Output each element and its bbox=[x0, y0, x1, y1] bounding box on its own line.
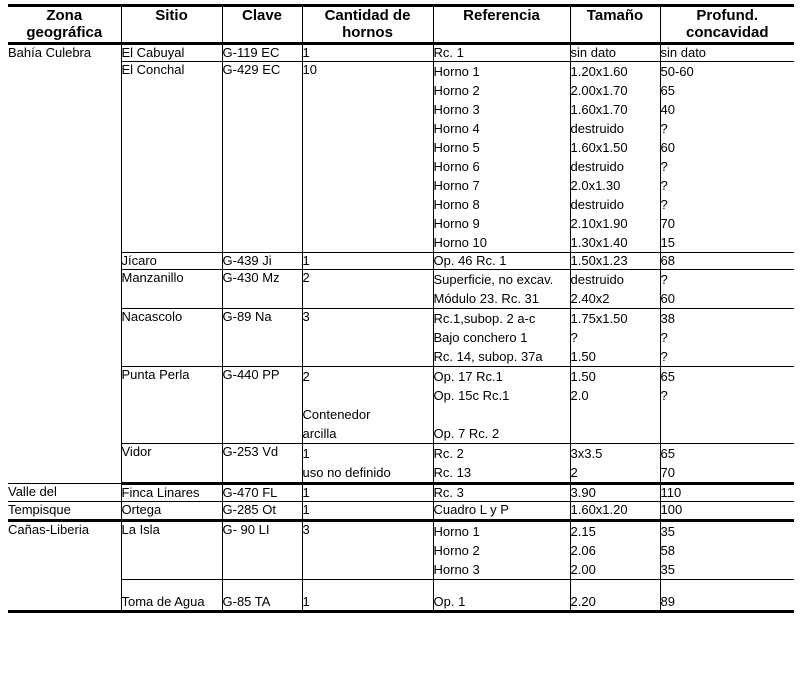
referencia-line: Horno 5 bbox=[433, 139, 480, 155]
tamano-line: 1.30x1.40 bbox=[570, 234, 628, 250]
profundidad-line: 58 bbox=[660, 542, 675, 558]
profundidad-line: ? bbox=[660, 330, 668, 345]
cell-cantidad: 3 bbox=[302, 520, 433, 579]
cell-referencia: Rc. 3 bbox=[433, 484, 570, 502]
table-row bbox=[8, 579, 794, 611]
profundidad-line: 65 bbox=[660, 446, 675, 461]
cell-referencia bbox=[433, 270, 570, 309]
table-row bbox=[8, 484, 794, 502]
referencia-line: Horno 7 bbox=[433, 177, 480, 193]
cell-tamano bbox=[570, 444, 660, 484]
cell-cantidad: 1 bbox=[302, 484, 433, 502]
profundidad-line: ? bbox=[660, 158, 668, 174]
tamano-line: 1.60x1.70 bbox=[570, 101, 628, 117]
cell-clave: G-119 EC bbox=[222, 43, 302, 61]
cell-referencia: Cuadro L y P bbox=[433, 502, 570, 520]
tamano-line: destruido bbox=[570, 158, 624, 174]
cell-clave: G-429 EC bbox=[222, 61, 302, 252]
cell-tamano bbox=[570, 270, 660, 309]
table-row bbox=[8, 309, 794, 367]
cell-referencia: Op. 1 bbox=[433, 579, 570, 611]
cell-referencia bbox=[433, 367, 570, 444]
profundidad-line: 40 bbox=[660, 101, 675, 117]
cell-sitio: Vidor bbox=[121, 444, 222, 484]
cell-referencia bbox=[433, 444, 570, 484]
profundidad-line: ? bbox=[660, 272, 668, 287]
cell-sitio: La Isla bbox=[121, 520, 222, 579]
cell-cantidad: 1 bbox=[302, 252, 433, 269]
referencia-line: Horno 4 bbox=[433, 120, 480, 136]
profundidad-line: ? bbox=[660, 388, 668, 403]
cell-clave: G-85 TA bbox=[222, 579, 302, 611]
tamano-line: 1.60x1.50 bbox=[570, 139, 628, 155]
table-row bbox=[8, 444, 794, 484]
tamano-line: 2.00 bbox=[570, 561, 596, 577]
profundidad-line: 70 bbox=[660, 465, 675, 480]
cell-cantidad: 1 bbox=[302, 43, 433, 61]
table-row bbox=[8, 43, 794, 61]
table-row bbox=[8, 367, 794, 444]
tamano-line: 2.10x1.90 bbox=[570, 215, 628, 231]
cell-profundidad: 89 bbox=[660, 593, 675, 609]
profundidad-line: 60 bbox=[660, 139, 675, 155]
profundidad-line: 65 bbox=[660, 82, 675, 98]
profundidad-line: 35 bbox=[660, 561, 675, 577]
cell-profundidad bbox=[660, 444, 794, 484]
referencia-line: Horno 6 bbox=[433, 158, 480, 174]
cell-profundidad bbox=[660, 309, 794, 367]
cell-tamano bbox=[570, 309, 660, 367]
zone-label-canas-liberia: Cañas-Liberia bbox=[8, 520, 121, 611]
cell-profundidad: 110 bbox=[660, 484, 794, 502]
cell-referencia: Rc. 1 bbox=[433, 43, 570, 61]
cell-sitio: El Conchal bbox=[121, 61, 222, 252]
tamano-line: 3x3.5 bbox=[570, 446, 603, 461]
referencia-line: Horno 8 bbox=[433, 196, 480, 212]
referencia-line: Rc.1,subop. 2 a-c bbox=[433, 311, 536, 326]
referencia-line: Op. 7 Rc. 2 bbox=[433, 426, 500, 441]
tamano-line: 1.50 bbox=[570, 369, 596, 384]
referencia-line: Horno 1 bbox=[433, 63, 480, 79]
referencia-line: Op. 17 Rc.1 bbox=[433, 369, 503, 384]
cell-clave: G-285 Ot bbox=[222, 502, 302, 520]
profundidad-line: 60 bbox=[660, 291, 675, 306]
header-tamano: Tamaño bbox=[570, 6, 660, 44]
cantidad-line: 2 bbox=[302, 369, 310, 384]
tamano-line: 2.06 bbox=[570, 542, 596, 558]
header-sitio: Sitio bbox=[121, 6, 222, 44]
cell-cantidad: 10 bbox=[302, 61, 433, 252]
cell-tamano: 1.60x1.20 bbox=[570, 502, 660, 520]
header-cantidad-de-hornos: Cantidad de hornos bbox=[302, 6, 433, 44]
cantidad-line: Contenedor bbox=[302, 407, 371, 422]
zone-label-valle-del-tempisque-line2: Tempisque bbox=[8, 502, 121, 520]
cell-cantidad: 3 bbox=[302, 309, 433, 367]
cell-referencia bbox=[433, 61, 570, 252]
cell-clave: G-253 Vd bbox=[222, 444, 302, 484]
cell-clave: G-89 Na bbox=[222, 309, 302, 367]
profundidad-line: 15 bbox=[660, 234, 675, 250]
profundidad-line: ? bbox=[660, 177, 668, 193]
cell-clave: G- 90 LI bbox=[222, 520, 302, 579]
cell-clave: G-440 PP bbox=[222, 367, 302, 444]
tamano-line: destruido bbox=[570, 272, 624, 287]
referencia-line: Rc. 14, subop. 37a bbox=[433, 349, 543, 364]
table-row bbox=[8, 252, 794, 269]
referencia-line: Bajo conchero 1 bbox=[433, 330, 528, 345]
cell-clave: G-470 FL bbox=[222, 484, 302, 502]
cell-referencia bbox=[433, 309, 570, 367]
referencia-line: Horno 9 bbox=[433, 215, 480, 231]
cell-sitio: Ortega bbox=[121, 502, 222, 520]
cell-tamano: sin dato bbox=[570, 43, 660, 61]
table-row bbox=[8, 270, 794, 309]
referencia-line: Horno 2 bbox=[433, 542, 480, 558]
tamano-line: 1.20x1.60 bbox=[570, 63, 628, 79]
cell-sitio: Nacascolo bbox=[121, 309, 222, 367]
zone-label-bahia-culebra: Bahía Culebra bbox=[8, 43, 121, 484]
profundidad-line: ? bbox=[660, 349, 668, 364]
cell-cantidad bbox=[302, 444, 433, 484]
table-row bbox=[8, 520, 794, 579]
cell-profundidad bbox=[660, 520, 794, 579]
cell-tamano bbox=[570, 520, 660, 579]
cell-profundidad bbox=[660, 367, 794, 444]
cantidad-line: arcilla bbox=[302, 426, 337, 441]
cell-profundidad bbox=[660, 61, 794, 252]
cell-tamano: 2.20 bbox=[570, 579, 660, 611]
cell-clave: G-430 Mz bbox=[222, 270, 302, 309]
cantidad-spacer bbox=[303, 386, 433, 405]
cell-sitio: Finca Linares bbox=[121, 484, 222, 502]
table-row bbox=[8, 502, 794, 520]
cell-profundidad: 100 bbox=[660, 502, 794, 520]
referencia-spacer bbox=[434, 405, 570, 424]
referencia-line: Rc. 13 bbox=[433, 465, 472, 480]
hornos-table bbox=[8, 4, 794, 613]
zone-label-valle-del-tempisque-line1: Valle del bbox=[8, 484, 121, 502]
cell-tamano bbox=[570, 61, 660, 252]
referencia-line: Superficie, no excav. bbox=[433, 272, 554, 287]
referencia-line: Rc. 2 bbox=[433, 446, 464, 461]
table-header-row bbox=[8, 6, 794, 44]
referencia-line: Op. 15c Rc.1 bbox=[433, 388, 510, 403]
cell-referencia bbox=[433, 520, 570, 579]
cell-cantidad: 2 bbox=[302, 270, 433, 309]
profundidad-line: 35 bbox=[660, 523, 675, 539]
tamano-line: destruido bbox=[570, 196, 624, 212]
cell-sitio: El Cabuyal bbox=[121, 43, 222, 61]
cell-tamano: 1.50x1.23 bbox=[570, 252, 660, 269]
header-referencia: Referencia bbox=[433, 6, 570, 44]
cell-sitio: Toma de Agua bbox=[121, 579, 222, 611]
cell-cantidad: 1 bbox=[302, 502, 433, 520]
profundidad-line: ? bbox=[660, 120, 668, 136]
cell-tamano bbox=[570, 367, 660, 444]
cell-profundidad: 68 bbox=[660, 252, 794, 269]
tamano-line: 1.75x1.50 bbox=[570, 311, 628, 326]
cantidad-line: uso no definido bbox=[302, 465, 391, 480]
referencia-line: Horno 1 bbox=[433, 523, 480, 539]
tamano-line: ? bbox=[570, 330, 578, 345]
cell-clave: G-439 Ji bbox=[222, 252, 302, 269]
tamano-line: 2.15 bbox=[570, 523, 596, 539]
referencia-line: Módulo 23. Rc. 31 bbox=[433, 291, 540, 306]
tamano-line: 2.00x1.70 bbox=[570, 82, 628, 98]
table-row bbox=[8, 61, 794, 252]
referencia-line: Horno 3 bbox=[433, 561, 480, 577]
cell-profundidad bbox=[660, 270, 794, 309]
cell-referencia: Op. 46 Rc. 1 bbox=[433, 252, 570, 269]
tamano-line: 2.40x2 bbox=[570, 291, 610, 306]
referencia-line: Horno 3 bbox=[433, 101, 480, 117]
profundidad-line: ? bbox=[660, 196, 668, 212]
tamano-line: 2.0x1.30 bbox=[570, 177, 621, 193]
cell-cantidad bbox=[302, 367, 433, 444]
tamano-line: 2.0 bbox=[570, 388, 589, 403]
cell-cantidad: 1 bbox=[302, 579, 433, 611]
header-profundidad-concavidad: Profund. concavidad bbox=[685, 7, 769, 42]
referencia-line: Horno 2 bbox=[433, 82, 480, 98]
header-zona-geografica: Zona geográfica bbox=[8, 6, 121, 44]
tamano-line: 1.50 bbox=[570, 349, 596, 364]
cell-sitio: Jícaro bbox=[121, 252, 222, 269]
cell-tamano: 3.90 bbox=[570, 484, 660, 502]
profundidad-line: 70 bbox=[660, 215, 675, 231]
cell-sitio: Manzanillo bbox=[121, 270, 222, 309]
tamano-line: destruido bbox=[570, 120, 624, 136]
profundidad-line: 38 bbox=[660, 311, 675, 326]
profundidad-line: 50-60 bbox=[660, 63, 694, 79]
referencia-line: Horno 10 bbox=[433, 234, 487, 250]
tamano-line: 2 bbox=[570, 465, 578, 480]
cantidad-line: 1 bbox=[302, 446, 310, 461]
profundidad-line: 65 bbox=[660, 369, 675, 384]
cell-profundidad: sin dato bbox=[660, 43, 794, 61]
cell-sitio: Punta Perla bbox=[121, 367, 222, 444]
header-clave: Clave bbox=[222, 6, 302, 44]
